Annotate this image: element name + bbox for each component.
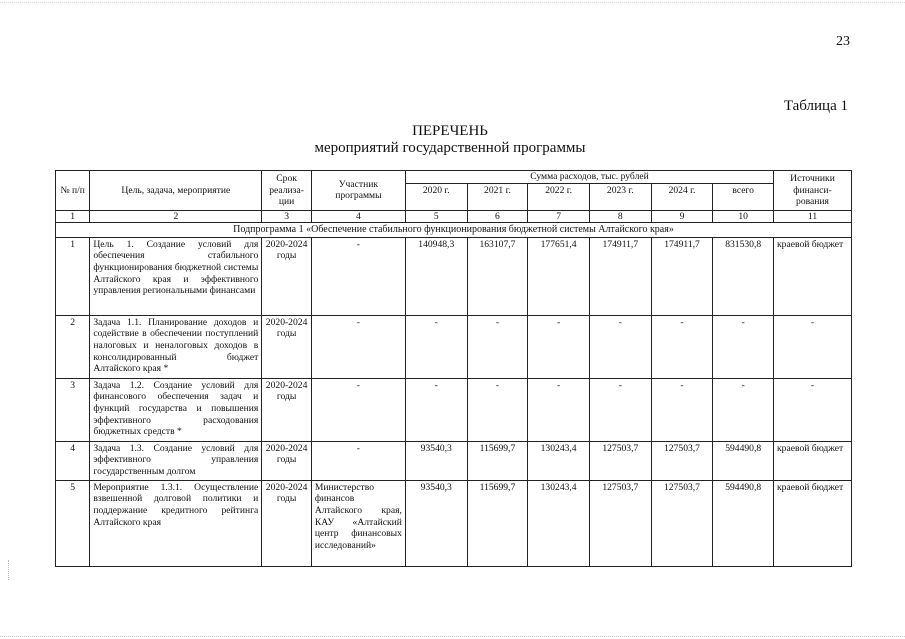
row-value-2021: 115699,7 xyxy=(467,480,528,566)
column-number: 3 xyxy=(262,210,312,223)
row-value-2023: 127503,7 xyxy=(589,441,651,480)
table-label: Таблица 1 xyxy=(783,98,848,114)
row-number: 4 xyxy=(56,441,90,480)
header-year-total: всего xyxy=(713,183,774,210)
scan-edge-top xyxy=(0,2,905,4)
row-value-2022: 130243,4 xyxy=(528,480,590,566)
header-goal: Цель, задача, мероприятие xyxy=(90,171,262,211)
row-value-2024: 174911,7 xyxy=(651,237,713,315)
column-number: 11 xyxy=(774,210,852,223)
column-number: 4 xyxy=(311,210,405,223)
row-term: 2020-2024 годы xyxy=(262,315,312,378)
row-source: - xyxy=(774,315,852,378)
row-number: 2 xyxy=(56,315,90,378)
column-number: 5 xyxy=(405,210,467,223)
row-value-total: - xyxy=(713,378,774,441)
column-number: 2 xyxy=(90,210,262,223)
header-year: 2022 г. xyxy=(528,183,590,210)
activities-table xyxy=(55,170,852,567)
row-value-total: 831530,8 xyxy=(713,237,774,315)
row-value-2022: - xyxy=(528,315,590,378)
row-participant: Министерство финансов Алтайского края, КАУ «Алтайский центр финансовых исследований» xyxy=(311,480,405,566)
row-value-total: 594490,8 xyxy=(713,441,774,480)
header-year: 2021 г. xyxy=(467,183,528,210)
scan-edge-bottom xyxy=(0,635,905,637)
row-participant: - xyxy=(311,378,405,441)
row-value-2023: - xyxy=(589,315,651,378)
header-year: 2020 г. xyxy=(405,183,467,210)
column-number: 6 xyxy=(467,210,528,223)
header-year: 2023 г. xyxy=(589,183,651,210)
scan-mark xyxy=(8,560,11,580)
row-term: 2020-2024 годы xyxy=(262,237,312,315)
subtitle-line: мероприятий государственной программы xyxy=(314,140,586,156)
page-number: 23 xyxy=(836,34,850,49)
header-term: Срок реализа-ции xyxy=(262,171,312,211)
table-row xyxy=(56,315,852,378)
table-row xyxy=(56,237,852,315)
column-number-row xyxy=(56,210,852,223)
row-participant: - xyxy=(311,315,405,378)
row-value-2021: 115699,7 xyxy=(467,441,528,480)
row-term: 2020-2024 годы xyxy=(262,480,312,566)
column-number: 10 xyxy=(713,210,774,223)
header-participant: Участник программы xyxy=(311,171,405,211)
header-num: № п/п xyxy=(56,171,90,211)
row-participant: - xyxy=(311,237,405,315)
row-term: 2020-2024 годы xyxy=(262,441,312,480)
row-value-2023: 127503,7 xyxy=(589,480,651,566)
header-year: 2024 г. xyxy=(651,183,713,210)
row-value-2022: - xyxy=(528,378,590,441)
row-value-2023: - xyxy=(589,378,651,441)
row-goal: Цель 1. Создание условий для обеспечения стабильного функционирования бюджетной системы Алтайского края и эффективного управления региональными финансами xyxy=(90,237,262,315)
row-value-total: - xyxy=(713,315,774,378)
header-sources: Источники финанси-рования xyxy=(774,171,852,211)
row-number: 1 xyxy=(56,237,90,315)
row-value-2024: - xyxy=(651,315,713,378)
row-value-2020: 93540,3 xyxy=(405,480,467,566)
row-term: 2020-2024 годы xyxy=(262,378,312,441)
row-source: краевой бюджет xyxy=(774,441,852,480)
table-row xyxy=(56,441,852,480)
row-value-total: 594490,8 xyxy=(713,480,774,566)
row-goal: Задача 1.1. Планирование доходов и содействие в обеспечении поступлений налоговых и неналоговых доходов в консолидированный бюджет Алтайского края * xyxy=(90,315,262,378)
row-value-2020: 93540,3 xyxy=(405,441,467,480)
row-participant: - xyxy=(311,441,405,480)
subprogram-row xyxy=(56,223,852,238)
row-value-2024: 127503,7 xyxy=(651,441,713,480)
row-value-2020: 140948,3 xyxy=(405,237,467,315)
row-source: краевой бюджет xyxy=(774,237,852,315)
row-value-2021: 163107,7 xyxy=(467,237,528,315)
column-number: 1 xyxy=(56,210,90,223)
row-value-2020: - xyxy=(405,315,467,378)
column-number: 7 xyxy=(528,210,590,223)
row-value-2022: 130243,4 xyxy=(528,441,590,480)
header-sum-group: Сумма расходов, тыс. рублей xyxy=(405,171,773,184)
row-goal: Задача 1.3. Создание условий для эффективного управления государственным долгом xyxy=(90,441,262,480)
row-value-2021: - xyxy=(467,315,528,378)
row-number: 5 xyxy=(56,480,90,566)
subprogram-title: Подпрограмма 1 «Обеспечение стабильного функционирования бюджетной системы Алтайского края» xyxy=(56,223,852,238)
row-goal: Задача 1.2. Создание условий для финансового обеспечения задач и функций государства и повышения эффективного расходования бюджетных средств * xyxy=(90,378,262,441)
column-number: 8 xyxy=(589,210,651,223)
table-row xyxy=(56,480,852,566)
row-value-2024: - xyxy=(651,378,713,441)
row-value-2021: - xyxy=(467,378,528,441)
row-goal: Мероприятие 1.3.1. Осуществление взвешенной долговой политики и поддержание кредитного рейтинга Алтайского края xyxy=(90,480,262,566)
title-line: ПЕРЕЧЕНЬ xyxy=(412,123,488,139)
row-source: краевой бюджет xyxy=(774,480,852,566)
document-title xyxy=(250,123,650,157)
row-number: 3 xyxy=(56,378,90,441)
row-source: - xyxy=(774,378,852,441)
header-row xyxy=(56,171,852,184)
column-number: 9 xyxy=(651,210,713,223)
table-row xyxy=(56,378,852,441)
row-value-2024: 127503,7 xyxy=(651,480,713,566)
row-value-2020: - xyxy=(405,378,467,441)
row-value-2022: 177651,4 xyxy=(528,237,590,315)
row-value-2023: 174911,7 xyxy=(589,237,651,315)
